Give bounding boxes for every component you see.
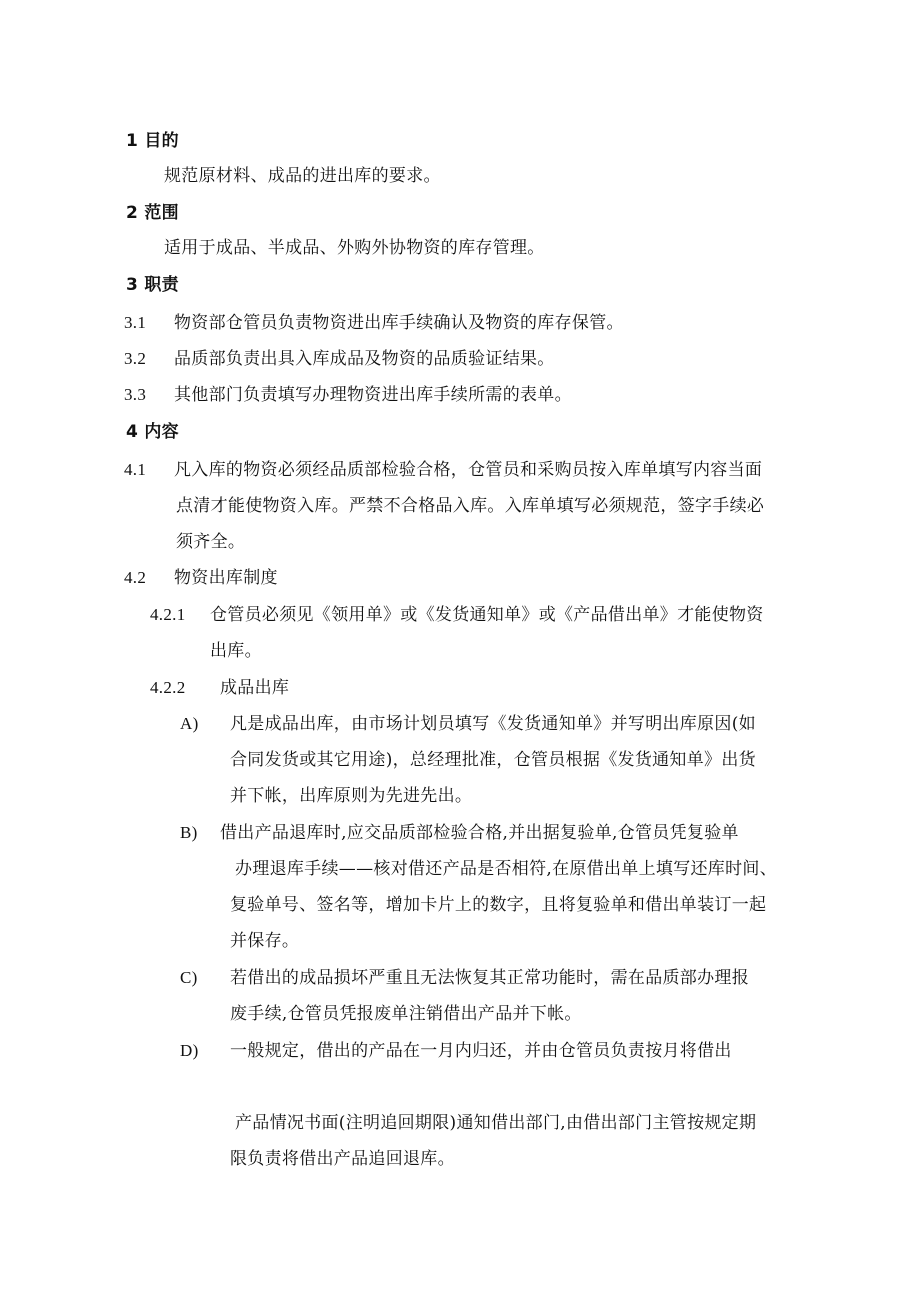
clause-text-line-1: 仓管员必须见《领用单》或《发货通知单》或《产品借出单》才能使物资 (210, 605, 764, 625)
clause-text: 其他部门负责填写办理物资进出库手续所需的表单。 (174, 385, 572, 405)
item-label: B) (180, 823, 198, 842)
clause-number: 4.1 (124, 460, 147, 479)
clause-3-3 (124, 385, 572, 405)
item-a (180, 714, 756, 734)
clause-3-2 (124, 349, 555, 369)
item-c (180, 968, 749, 988)
item-d (180, 1041, 732, 1061)
section-3-heading: 3 职责 (126, 275, 179, 295)
item-b-line-4: 并保存。 (230, 931, 300, 951)
clause-4-2-1 (150, 605, 764, 625)
clause-number: 4.2 (124, 568, 147, 587)
clause-4-2-2 (150, 678, 289, 698)
clause-number: 4.2.2 (150, 678, 186, 697)
clause-text: 物资部仓管员负责物资进出库手续确认及物资的库存保管。 (174, 313, 624, 333)
item-d-line-2: 产品情况书面(注明追回期限)通知借出部门,由借出部门主管按规定期 (235, 1113, 757, 1133)
clause-4-1-line-2: 点清才能使物资入库。严禁不合格品入库。入库单填写必须规范，签字手续必 (176, 496, 765, 516)
item-c-line-2: 废手续,仓管员凭报废单注销借出产品并下帐。 (230, 1004, 582, 1024)
item-text-line-1: 借出产品退库时,应交品质部检验合格,并出据复验单,仓管员凭复验单 (220, 823, 739, 843)
section-4-heading: 4 内容 (126, 422, 179, 442)
section-1-body: 规范原材料、成品的进出库的要求。 (164, 166, 441, 186)
item-b (180, 823, 739, 843)
item-a-line-2: 合同发货或其它用途)，总经理批准，仓管员根据《发货通知单》出货 (230, 750, 756, 770)
item-b-line-3: 复验单号、签名等，增加卡片上的数字，且将复验单和借出单装订一起 (230, 895, 767, 915)
clause-number: 3.2 (124, 349, 147, 368)
item-a-line-3: 并下帐，出库原则为先进先出。 (230, 786, 473, 806)
item-label: C) (180, 968, 198, 987)
item-text-line-1: 一般规定，借出的产品在一月内归还，并由仓管员负责按月将借出 (230, 1041, 732, 1061)
item-b-line-2: 办理退库手续——核对借还产品是否相符,在原借出单上填写还库时间、 (235, 859, 778, 879)
item-text-line-1: 若借出的成品损坏严重且无法恢复其正常功能时，需在品质部办理报 (230, 968, 749, 988)
clause-4-2 (124, 568, 278, 588)
clause-text: 品质部负责出具入库成品及物资的品质验证结果。 (174, 349, 555, 369)
item-label: D) (180, 1041, 199, 1060)
clause-text-line-1: 凡入库的物资必须经品质部检验合格，仓管员和采购员按入库单填写内容当面 (174, 460, 763, 480)
clause-title: 成品出库 (220, 678, 290, 698)
clause-4-2-1-line-2: 出库。 (210, 641, 262, 661)
section-2-body: 适用于成品、半成品、外购外协物资的库存管理。 (164, 238, 545, 258)
section-1-heading: 1 目的 (126, 131, 179, 151)
item-text-line-1: 凡是成品出库，由市场计划员填写《发货通知单》并写明出库原因(如 (230, 714, 756, 734)
clause-title: 物资出库制度 (174, 568, 278, 588)
clause-number: 3.1 (124, 313, 147, 332)
clause-3-1 (124, 313, 624, 333)
clause-number: 4.2.1 (150, 605, 186, 624)
item-label: A) (180, 714, 199, 733)
clause-number: 3.3 (124, 385, 147, 404)
clause-4-1-line-3: 须齐全。 (176, 532, 246, 552)
clause-4-1 (124, 460, 762, 480)
section-2-heading: 2 范围 (126, 203, 179, 223)
item-d-line-3: 限负责将借出产品追回退库。 (230, 1149, 455, 1169)
